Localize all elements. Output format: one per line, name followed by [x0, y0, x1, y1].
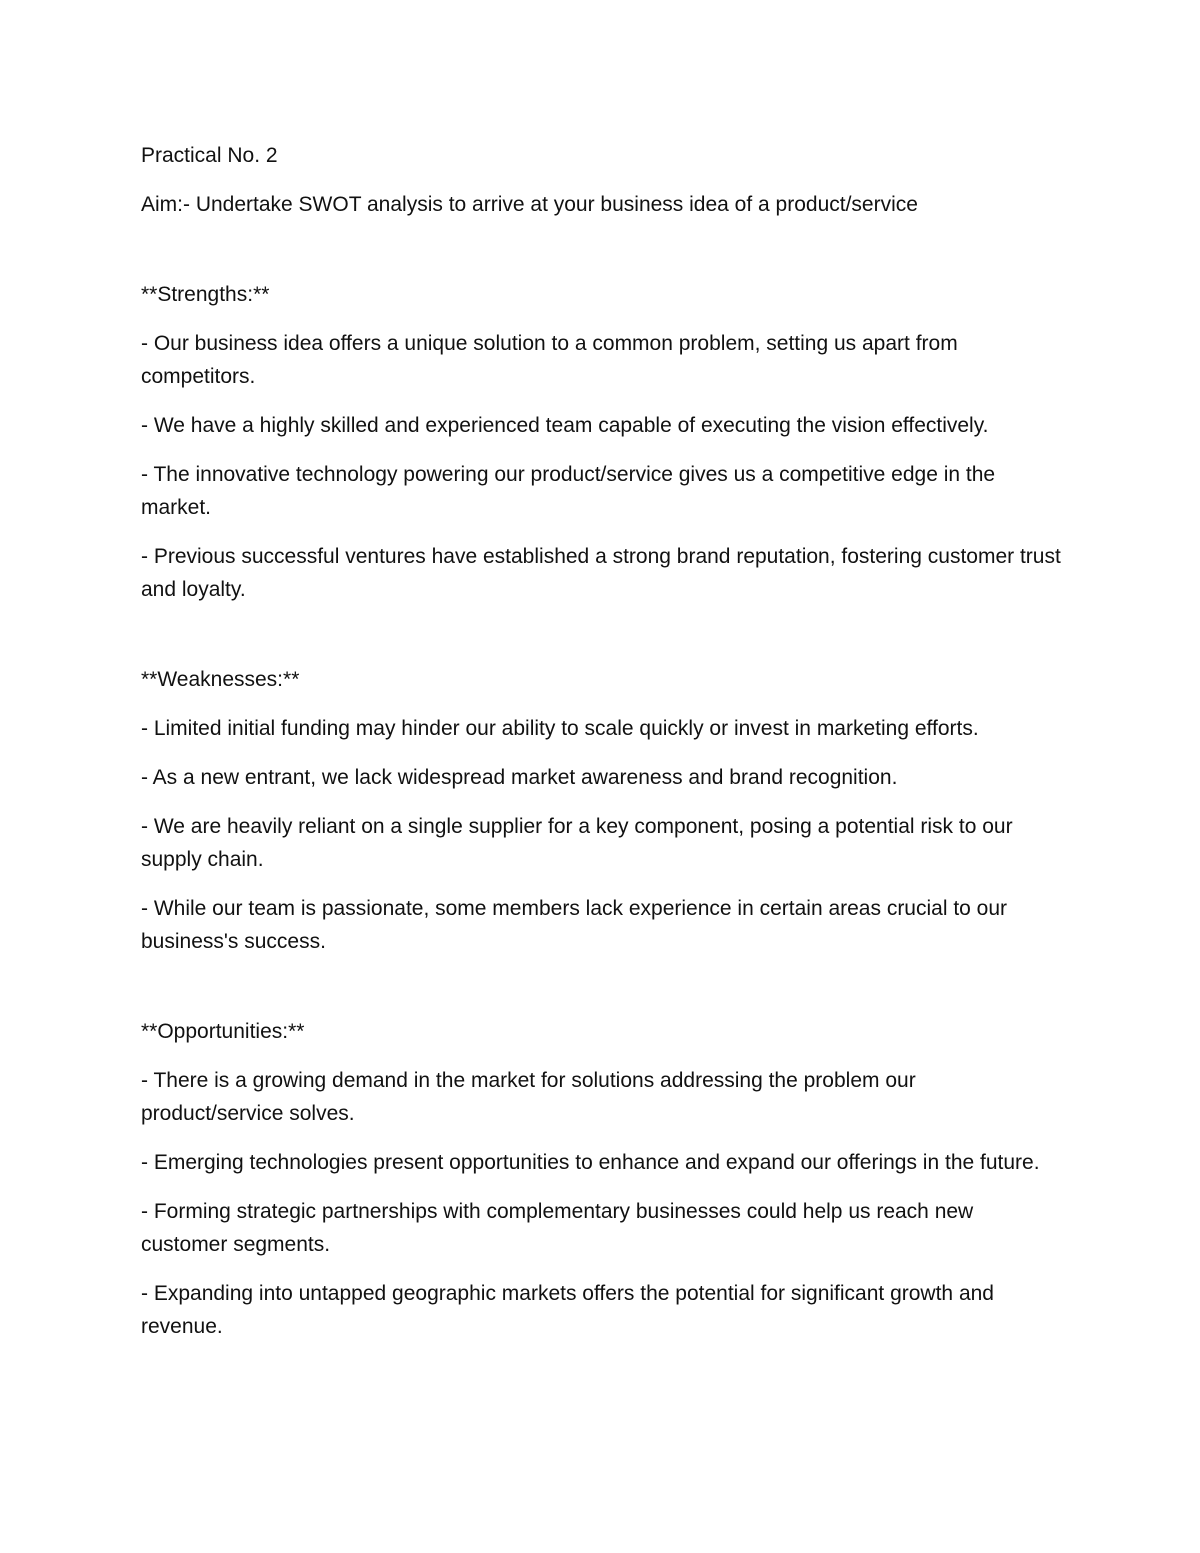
document-title: Practical No. 2 — [141, 144, 278, 167]
list-item: - We are heavily reliant on a single supplier for a key component, posing a potential risk to our supply chain. — [141, 815, 1013, 871]
document-page — [141, 139, 1061, 1343]
list-item: - The innovative technology powering our product/service gives us a competitive edge in the market. — [141, 463, 996, 519]
list-item: - Previous successful ventures have established a strong brand reputation, fostering customer trust and loyalty. — [141, 545, 1061, 601]
list-item: - Our business idea offers a unique solution to a common problem, setting us apart from competitors. — [141, 332, 958, 388]
list-item: - As a new entrant, we lack widespread market awareness and brand recognition. — [141, 766, 898, 789]
weaknesses-section — [141, 663, 1061, 958]
section-heading-weaknesses: **Weaknesses:** — [141, 668, 300, 691]
strengths-section — [141, 278, 1061, 606]
section-heading-opportunities: **Opportunities:** — [141, 1020, 305, 1043]
list-item: - Limited initial funding may hinder our ability to scale quickly or invest in marketing efforts. — [141, 717, 979, 740]
list-item: - There is a growing demand in the market for solutions addressing the problem our product/service solves. — [141, 1069, 916, 1125]
list-item: - Expanding into untapped geographic markets offers the potential for significant growth and revenue. — [141, 1282, 994, 1338]
list-item: - We have a highly skilled and experienced team capable of executing the vision effectively. — [141, 414, 989, 437]
list-item: - While our team is passionate, some members lack experience in certain areas crucial to our business's success. — [141, 897, 1008, 953]
list-item: - Emerging technologies present opportunities to enhance and expand our offerings in the future. — [141, 1151, 1040, 1174]
aim-statement: Aim:- Undertake SWOT analysis to arrive at your business idea of a product/service — [141, 193, 918, 216]
section-heading-strengths: **Strengths:** — [141, 283, 270, 306]
opportunities-section — [141, 1015, 1061, 1343]
list-item: - Forming strategic partnerships with complementary businesses could help us reach new customer segments. — [141, 1200, 974, 1256]
